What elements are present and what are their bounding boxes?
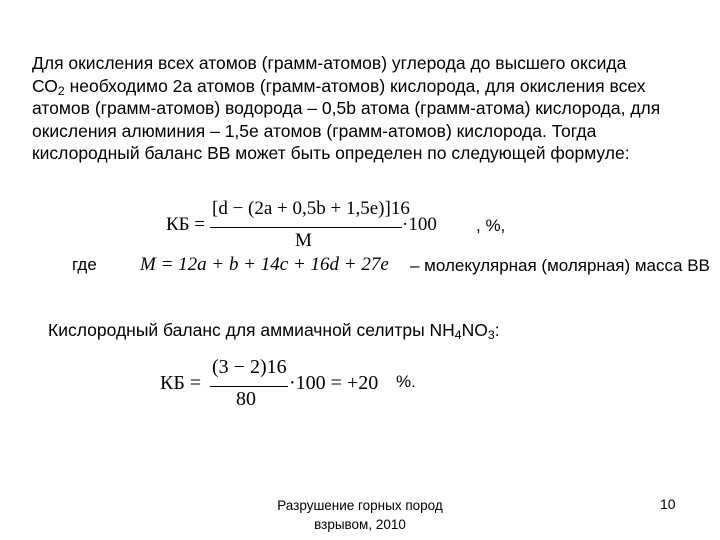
example-tail: ·100 = +20 bbox=[289, 372, 379, 394]
intro-line-3: атомов (грамм-атомов) водорода – 0,5b атома (грамм-атома) кислорода, для bbox=[32, 98, 661, 118]
formula1-denominator: М bbox=[295, 230, 312, 251]
intro-line-2: $СО_2$ необходимо 2а атомов (грамм-атомов) кислорода, для окисления всех bbox=[32, 75, 646, 98]
example-heading: Кислородный баланс для аммиачной селитры $NH_4NO_3$: bbox=[48, 320, 500, 343]
footer-line-2: взрывом, 2010 bbox=[314, 517, 406, 532]
co2-formula: $СО_2$ bbox=[32, 75, 65, 98]
where-label: где bbox=[72, 255, 97, 274]
example-lhs: КБ = bbox=[160, 372, 202, 394]
page-number: 10 bbox=[660, 496, 676, 512]
formula1-lhs: КБ = bbox=[166, 214, 206, 235]
intro-line-5: кислородный баланс ВВ может быть определен по следующей формуле: bbox=[32, 143, 630, 163]
intro-paragraph bbox=[32, 52, 692, 165]
footer-line-1: Разрушение горных пород bbox=[277, 498, 443, 513]
footer bbox=[250, 496, 470, 534]
intro-line-1: Для окисления всех атомов (грамм-атомов) углерода до высшего оксида bbox=[32, 53, 627, 73]
formula1-fraction-bar bbox=[210, 227, 402, 228]
example-unit: %. bbox=[396, 372, 416, 391]
example-fraction-bar bbox=[210, 386, 288, 387]
intro-line-4: окисления алюминия – 1,5е атомов (грамм-атомов) кислорода. Тогда bbox=[32, 120, 597, 141]
formula1-unit: , %, bbox=[476, 216, 506, 235]
example-numerator: (3 − 2)16 bbox=[212, 356, 287, 378]
formula1-tail: ·100 bbox=[402, 214, 437, 235]
molar-mass-formula: M = 12a + b + 14c + 16d + 27e bbox=[140, 254, 389, 275]
formula1-numerator: [d − (2a + 0,5b + 1,5e)]16 bbox=[212, 198, 410, 219]
example-denominator: 80 bbox=[236, 388, 256, 410]
molar-mass-description: – молекулярная (молярная) масса ВВ bbox=[410, 256, 710, 275]
